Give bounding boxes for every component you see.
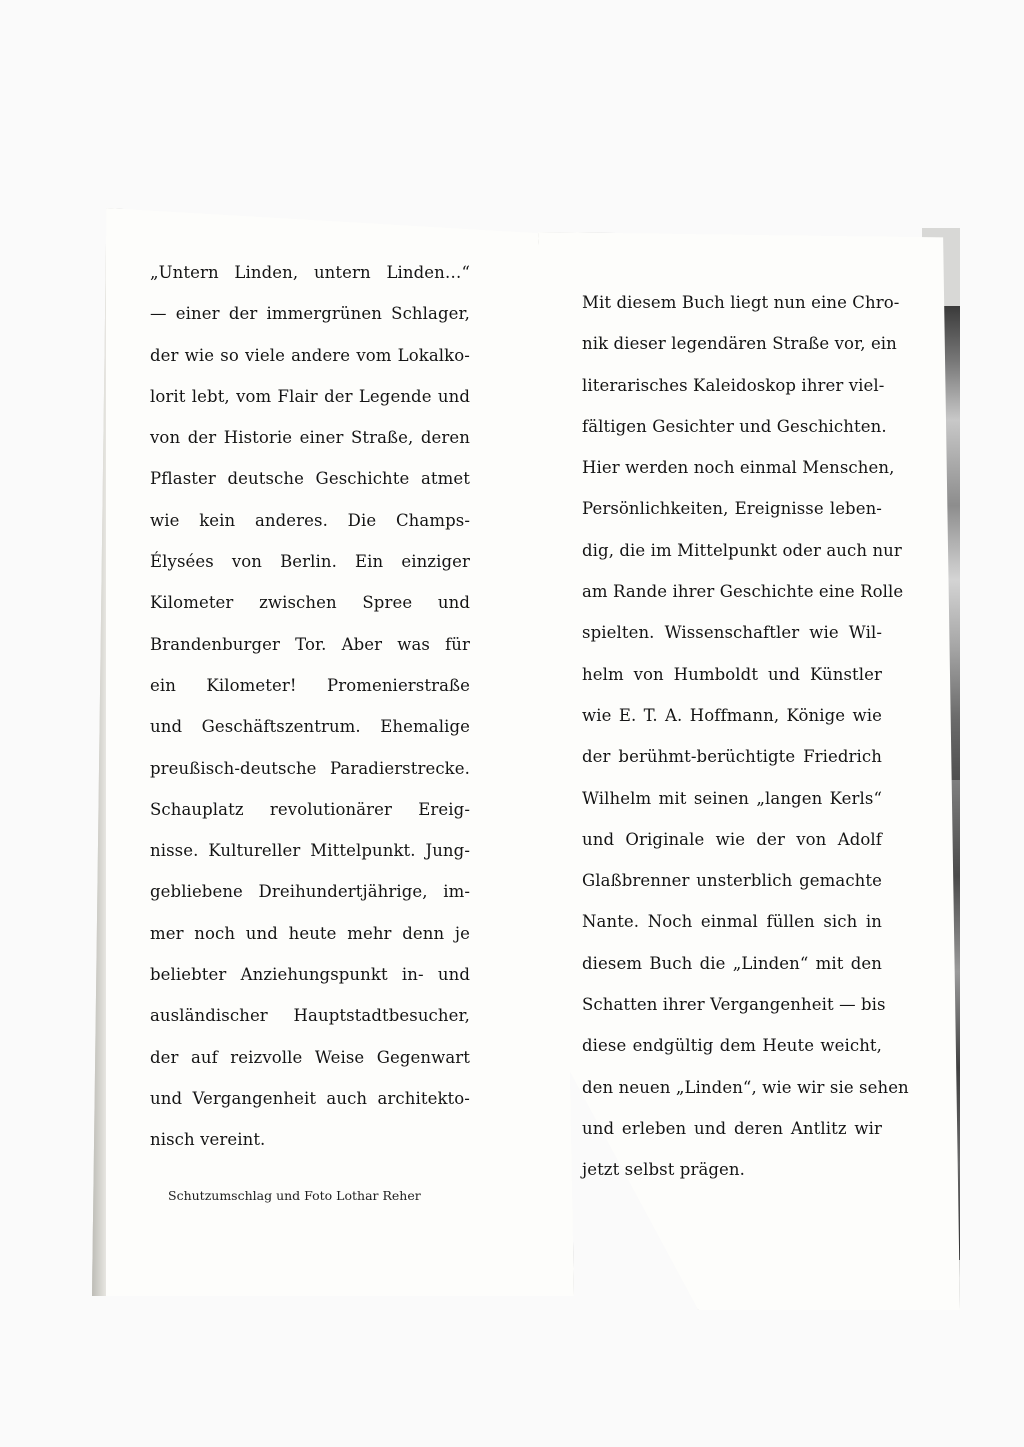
right-blurb-line: dig, die im Mittelpunkt oder auch nur: [582, 540, 902, 560]
left-blurb-line: und Vergangenheit auch architekto-: [150, 1088, 470, 1108]
right-blurb-line: Hier werden noch einmal Menschen,: [582, 458, 895, 478]
left-blurb-line: — einer der immergrünen Schlager,: [150, 304, 470, 324]
left-blurb-line: ausländischer Hauptstadtbesucher,: [150, 1006, 470, 1026]
right-blurb-line: Persönlichkeiten, Ereignisse leben-: [582, 499, 882, 519]
cover-credit: Schutzumschlag und Foto Lothar Reher: [168, 1188, 421, 1203]
left-blurb-line: mer noch und heute mehr denn je: [150, 923, 470, 943]
right-blurb-line: Schatten ihrer Vergangenheit — bis: [582, 995, 886, 1015]
left-blurb-line: Élysées von Berlin. Ein einziger: [150, 552, 470, 572]
right-blurb-line: spielten. Wissenschaftler wie Wil-: [582, 623, 882, 643]
right-blurb-line: helm von Humboldt und Künstler: [582, 664, 882, 684]
left-blurb-line: lorit lebt, vom Flair der Legende und: [150, 386, 470, 406]
left-blurb-line: der auf reizvolle Weise Gegenwart: [150, 1047, 470, 1067]
right-blurb-line: wie E. T. A. Hoffmann, Könige wie: [582, 705, 882, 725]
flap-fold-edge: [92, 208, 106, 1296]
left-blurb-line: Schauplatz revolutionärer Ereig-: [150, 799, 470, 819]
right-blurb-line: literarisches Kaleidoskop ihrer viel-: [582, 375, 885, 395]
left-blurb-line: der wie so viele andere vom Lokalko-: [150, 345, 470, 365]
right-blurb-line: und erleben und deren Antlitz wir: [582, 1118, 882, 1138]
left-flap-blurb: [150, 252, 470, 1161]
right-blurb-line: der berühmt-berüchtigte Friedrich: [582, 747, 882, 767]
left-blurb-line: von der Historie einer Straße, deren: [150, 428, 470, 448]
left-blurb-line: nisse. Kultureller Mittelpunkt. Jung-: [150, 841, 470, 861]
left-blurb-line: Pflaster deutsche Geschichte atmet: [150, 469, 470, 489]
right-blurb-line: am Rande ihrer Geschichte eine Rolle: [582, 582, 904, 602]
right-blurb-line: und Originale wie der von Adolf: [582, 829, 882, 849]
left-blurb-line: beliebter Anziehungspunkt in- und: [150, 965, 470, 985]
right-blurb-line: nik dieser legendären Straße vor, ein: [582, 334, 897, 354]
right-blurb-line: diese endgültig dem Heute weicht,: [582, 1036, 882, 1056]
right-blurb-line: Wilhelm mit seinen „langen Kerls“: [582, 788, 882, 808]
left-blurb-line: ein Kilometer! Promenierstraße: [150, 675, 470, 695]
left-blurb-line: Brandenburger Tor. Aber was für: [150, 634, 470, 654]
right-blurb-line: Mit diesem Buch liegt nun eine Chro-: [582, 293, 900, 312]
left-blurb-line: preußisch-deutsche Paradierstrecke.: [150, 758, 470, 778]
right-blurb-line: fältigen Gesichter und Geschichten.: [582, 416, 887, 436]
left-blurb-line: wie kein anderes. Die Champs-: [150, 510, 470, 530]
right-blurb-line: Nante. Noch einmal füllen sich in: [582, 912, 882, 932]
left-blurb-line: und Geschäftszentrum. Ehemalige: [150, 717, 470, 737]
left-blurb-line: „Untern Linden, untern Linden…“: [150, 263, 470, 282]
left-blurb-line: gebliebene Dreihundertjährige, im-: [150, 882, 470, 902]
left-blurb-line: Kilometer zwischen Spree und: [150, 593, 470, 613]
right-flap-blurb: [582, 282, 909, 1191]
left-blurb-line: nisch vereint.: [150, 1130, 266, 1150]
right-blurb-line: Glaßbrenner unsterblich gemachte: [582, 871, 882, 891]
right-blurb-line: jetzt selbst prägen.: [582, 1160, 745, 1180]
right-blurb-line: diesem Buch die „Linden“ mit den: [582, 953, 882, 973]
right-blurb-line: den neuen „Linden“, wie wir sie sehen: [582, 1077, 909, 1097]
